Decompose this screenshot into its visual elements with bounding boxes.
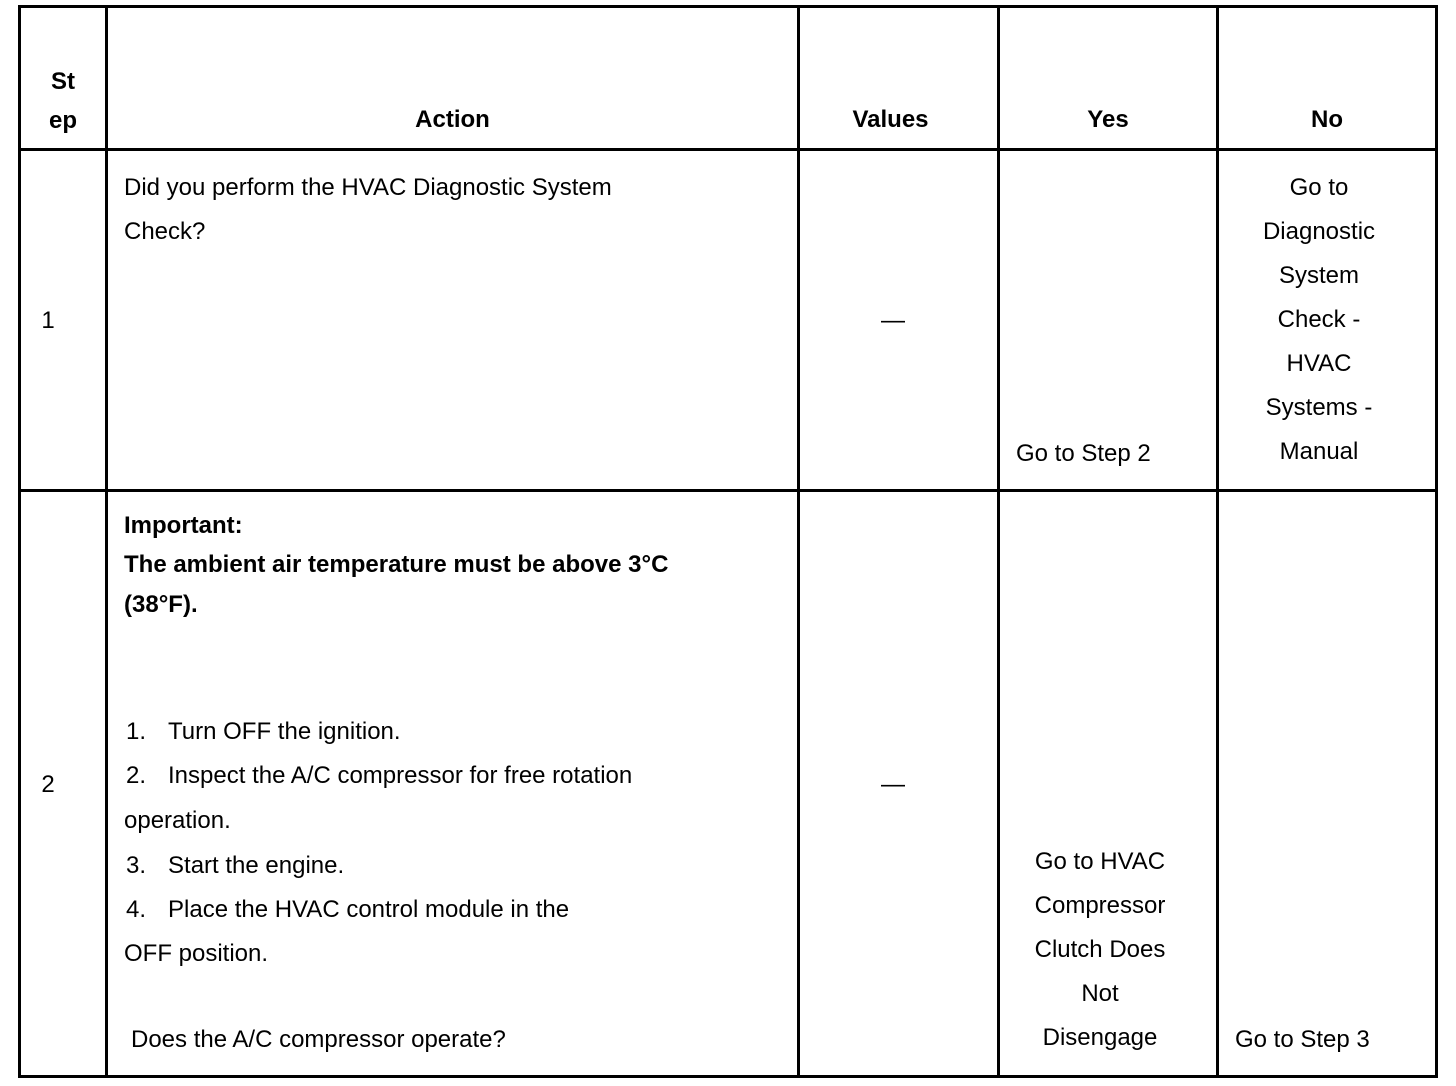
step-number: 1. — [126, 718, 147, 745]
step-number: 2. — [126, 762, 147, 789]
step-text: Start the engine. — [168, 852, 345, 879]
column-divider-action — [797, 5, 800, 1078]
row1-step: 1 — [41, 307, 55, 334]
step-number: 3. — [126, 852, 147, 879]
header-values: Values — [852, 106, 929, 133]
table-border-top — [18, 5, 1438, 8]
row-divider — [18, 489, 1438, 492]
column-divider-step — [105, 5, 108, 1078]
step-text: Place the HVAC control module in the — [168, 896, 570, 923]
row2-yes: Go to HVAC Compressor Clutch Does Not Disengage — [1034, 848, 1166, 1051]
step-number: 4. — [126, 896, 147, 923]
row1-action-line1: Did you perform the HVAC Diagnostic System — [124, 174, 612, 201]
row2-important-label: Important: — [124, 512, 243, 539]
row2-step-2-cont: operation. — [124, 807, 231, 834]
row2-question: Does the A/C compressor operate? — [131, 1026, 506, 1053]
header-no: No — [1311, 106, 1343, 133]
row2-no: Go to Step 3 — [1235, 1026, 1370, 1053]
step-text: Turn OFF the ignition. — [168, 718, 401, 745]
row2-step-4 — [126, 888, 569, 932]
row2-important-line1: The ambient air temperature must be above 3°C — [124, 551, 669, 578]
row2-values: — — [881, 771, 905, 798]
row2-step-2 — [126, 754, 632, 798]
header-action: Action — [415, 106, 490, 133]
header-yes: Yes — [1087, 106, 1129, 133]
row2-step-4-cont: OFF position. — [124, 940, 269, 967]
row2-step-3 — [126, 844, 344, 888]
row2-step: 2 — [41, 771, 55, 798]
row1-yes: Go to Step 2 — [1016, 440, 1151, 467]
row1-values: — — [881, 307, 905, 334]
table-border-right — [1435, 5, 1438, 1078]
header-divider — [18, 148, 1438, 151]
row2-important-line2: (38°F). — [124, 591, 198, 618]
row2-step-1 — [126, 710, 401, 754]
table-border-bottom — [18, 1075, 1438, 1078]
row1-no: Go to Diagnostic System Check - HVAC Systems - Manual — [1262, 174, 1376, 465]
header-step: St ep — [48, 68, 77, 134]
table-border-left — [18, 5, 21, 1078]
row1-action-line2: Check? — [124, 218, 206, 245]
step-text: Inspect the A/C compressor for free rotation — [168, 762, 633, 789]
